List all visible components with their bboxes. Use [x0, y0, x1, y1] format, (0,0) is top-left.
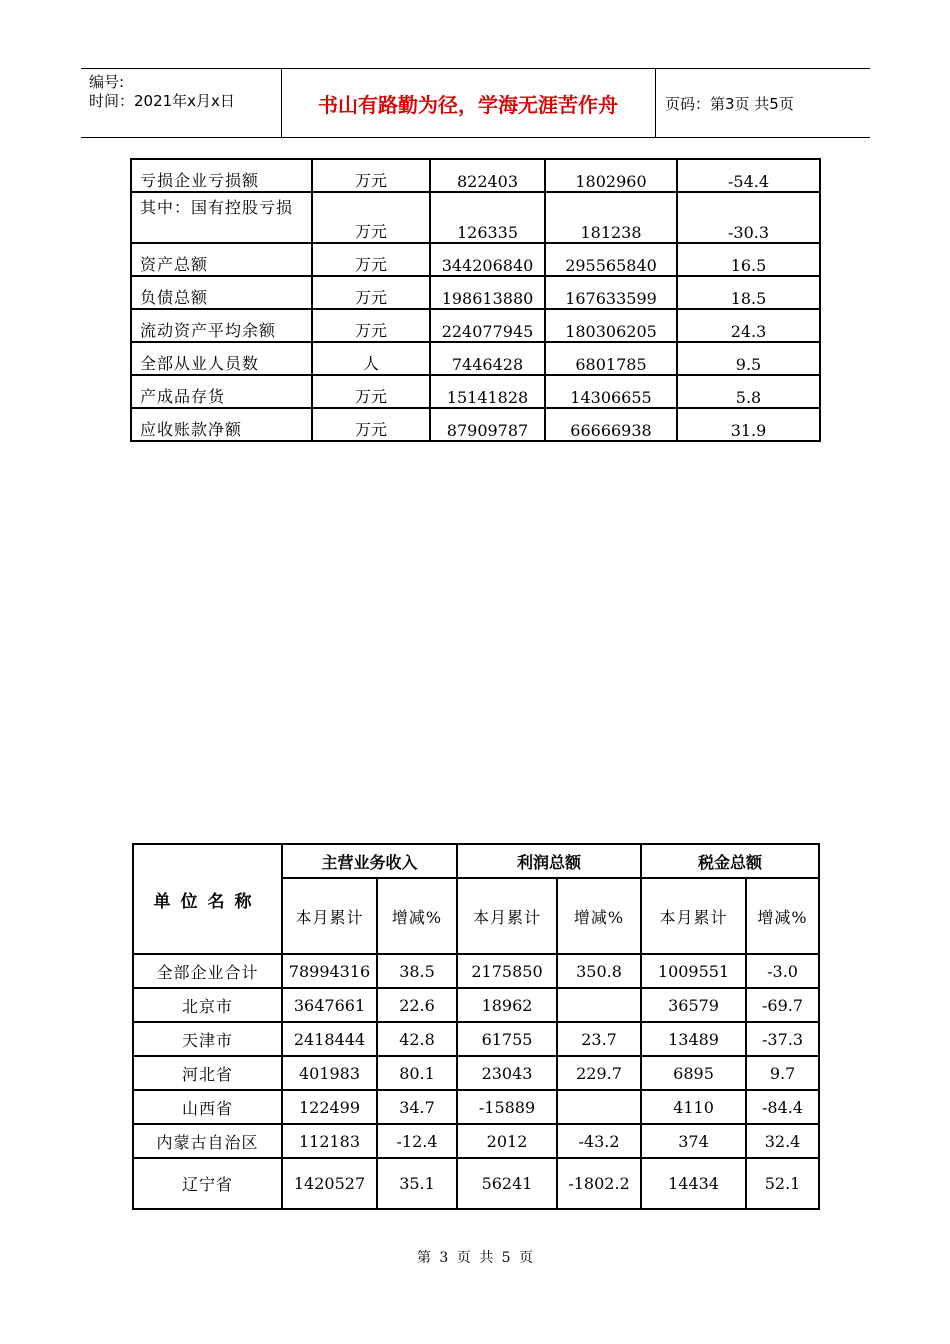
indicator-name: 应收账款净额 — [131, 408, 312, 441]
indicator-change: 9.5 — [677, 342, 820, 375]
region-name: 辽宁省 — [133, 1158, 282, 1209]
table-row — [133, 1022, 819, 1056]
table-row — [131, 408, 820, 441]
sub-header-change: 增减% — [377, 878, 457, 954]
page-header — [81, 68, 870, 138]
header-motto: 书山有路勤为径，学海无涯苦作舟 — [281, 69, 656, 137]
region-name: 全部企业合计 — [133, 954, 282, 988]
revenue-change: 22.6 — [377, 988, 457, 1022]
indicator-unit: 万元 — [312, 408, 430, 441]
revenue-value: 78994316 — [282, 954, 377, 988]
tax-value: 6895 — [641, 1056, 746, 1090]
group-header-tax: 税金总额 — [641, 844, 819, 878]
indicator-current: 7446428 — [430, 342, 545, 375]
revenue-change: 35.1 — [377, 1158, 457, 1209]
indicator-name: 负债总额 — [131, 276, 312, 309]
region-name: 内蒙古自治区 — [133, 1124, 282, 1158]
revenue-value: 122499 — [282, 1090, 377, 1124]
indicator-unit: 万元 — [312, 276, 430, 309]
revenue-value: 2418444 — [282, 1022, 377, 1056]
indicator-name: 亏损企业亏损额 — [131, 159, 312, 192]
revenue-change: 80.1 — [377, 1056, 457, 1090]
tax-value: 13489 — [641, 1022, 746, 1056]
profit-change: -1802.2 — [557, 1158, 641, 1209]
sub-header-change: 增减% — [557, 878, 641, 954]
tax-change: 9.7 — [746, 1056, 819, 1090]
indicator-name: 流动资产平均余额 — [131, 309, 312, 342]
indicator-change: 18.5 — [677, 276, 820, 309]
indicator-unit: 人 — [312, 342, 430, 375]
tax-value: 14434 — [641, 1158, 746, 1209]
profit-change: -43.2 — [557, 1124, 641, 1158]
revenue-change: 38.5 — [377, 954, 457, 988]
group-header-profit: 利润总额 — [457, 844, 641, 878]
revenue-change: -12.4 — [377, 1124, 457, 1158]
table-row — [131, 375, 820, 408]
indicator-change: 5.8 — [677, 375, 820, 408]
profit-value: -15889 — [457, 1090, 557, 1124]
indicator-name: 产成品存货 — [131, 375, 312, 408]
tax-change: 32.4 — [746, 1124, 819, 1158]
table-row — [131, 243, 820, 276]
tax-change: -3.0 — [746, 954, 819, 988]
indicator-previous: 180306205 — [545, 309, 677, 342]
revenue-value: 401983 — [282, 1056, 377, 1090]
tax-value: 1009551 — [641, 954, 746, 988]
table-row — [133, 954, 819, 988]
revenue-change: 42.8 — [377, 1022, 457, 1056]
indicator-current: 822403 — [430, 159, 545, 192]
economic-indicators-table — [130, 158, 821, 442]
region-name: 天津市 — [133, 1022, 282, 1056]
tax-change: 52.1 — [746, 1158, 819, 1209]
profit-change — [557, 988, 641, 1022]
time-label: 时间：2021年x月x日 — [89, 92, 235, 110]
header-meta — [81, 69, 282, 137]
revenue-value: 1420527 — [282, 1158, 377, 1209]
region-name: 北京市 — [133, 988, 282, 1022]
indicator-name: 全部从业人员数 — [131, 342, 312, 375]
table-row — [133, 988, 819, 1022]
tax-value: 374 — [641, 1124, 746, 1158]
revenue-value: 3647661 — [282, 988, 377, 1022]
revenue-change: 34.7 — [377, 1090, 457, 1124]
region-name: 河北省 — [133, 1056, 282, 1090]
profit-value: 61755 — [457, 1022, 557, 1056]
profit-change: 229.7 — [557, 1056, 641, 1090]
profit-value: 23043 — [457, 1056, 557, 1090]
table-row — [133, 1056, 819, 1090]
tax-value: 4110 — [641, 1090, 746, 1124]
table-row — [133, 1090, 819, 1124]
indicator-previous: 66666938 — [545, 408, 677, 441]
indicator-unit: 万元 — [312, 243, 430, 276]
group-header-row — [133, 844, 819, 878]
indicator-previous: 181238 — [545, 192, 677, 243]
indicator-previous: 14306655 — [545, 375, 677, 408]
indicator-current: 87909787 — [430, 408, 545, 441]
indicator-change: -54.4 — [677, 159, 820, 192]
tax-value: 36579 — [641, 988, 746, 1022]
regional-statistics-table — [132, 843, 820, 1210]
indicator-current: 224077945 — [430, 309, 545, 342]
tax-change: -69.7 — [746, 988, 819, 1022]
profit-value: 18962 — [457, 988, 557, 1022]
serial-label: 编号: — [89, 73, 125, 91]
header-page-info: 页码：第3页 共5页 — [665, 94, 794, 113]
profit-change: 23.7 — [557, 1022, 641, 1056]
indicator-change: -30.3 — [677, 192, 820, 243]
indicator-unit: 万元 — [312, 159, 430, 192]
table-row — [133, 1124, 819, 1158]
indicator-current: 198613880 — [430, 276, 545, 309]
indicator-current: 126335 — [430, 192, 545, 243]
table-row — [133, 1158, 819, 1209]
indicator-change: 16.5 — [677, 243, 820, 276]
indicator-unit: 万元 — [312, 192, 430, 243]
indicator-current: 344206840 — [430, 243, 545, 276]
indicator-current: 15141828 — [430, 375, 545, 408]
table-row — [131, 342, 820, 375]
indicator-unit: 万元 — [312, 375, 430, 408]
indicator-previous: 6801785 — [545, 342, 677, 375]
group-header-revenue: 主营业务收入 — [282, 844, 457, 878]
profit-value: 2012 — [457, 1124, 557, 1158]
indicator-name: 资产总额 — [131, 243, 312, 276]
profit-change — [557, 1090, 641, 1124]
indicator-previous: 295565840 — [545, 243, 677, 276]
indicator-change: 31.9 — [677, 408, 820, 441]
profit-value: 2175850 — [457, 954, 557, 988]
revenue-value: 112183 — [282, 1124, 377, 1158]
indicator-previous: 1802960 — [545, 159, 677, 192]
indicator-unit: 万元 — [312, 309, 430, 342]
page-footer: 第 3 页 共 5 页 — [416, 1250, 534, 1266]
sub-header-monthly: 本月累计 — [641, 878, 746, 954]
sub-header-monthly: 本月累计 — [457, 878, 557, 954]
tax-change: -37.3 — [746, 1022, 819, 1056]
sub-header-change: 增减% — [746, 878, 819, 954]
table-row — [131, 192, 820, 243]
table-row — [131, 276, 820, 309]
indicator-change: 24.3 — [677, 309, 820, 342]
sub-header-monthly: 本月累计 — [282, 878, 377, 954]
profit-change: 350.8 — [557, 954, 641, 988]
profit-value: 56241 — [457, 1158, 557, 1209]
table-row — [131, 159, 820, 192]
table-row — [131, 309, 820, 342]
indicator-previous: 167633599 — [545, 276, 677, 309]
region-name: 山西省 — [133, 1090, 282, 1124]
indicator-name: 其中：国有控股亏损 — [131, 192, 312, 243]
tax-change: -84.4 — [746, 1090, 819, 1124]
unit-name-header: 单位名称 — [133, 844, 282, 954]
